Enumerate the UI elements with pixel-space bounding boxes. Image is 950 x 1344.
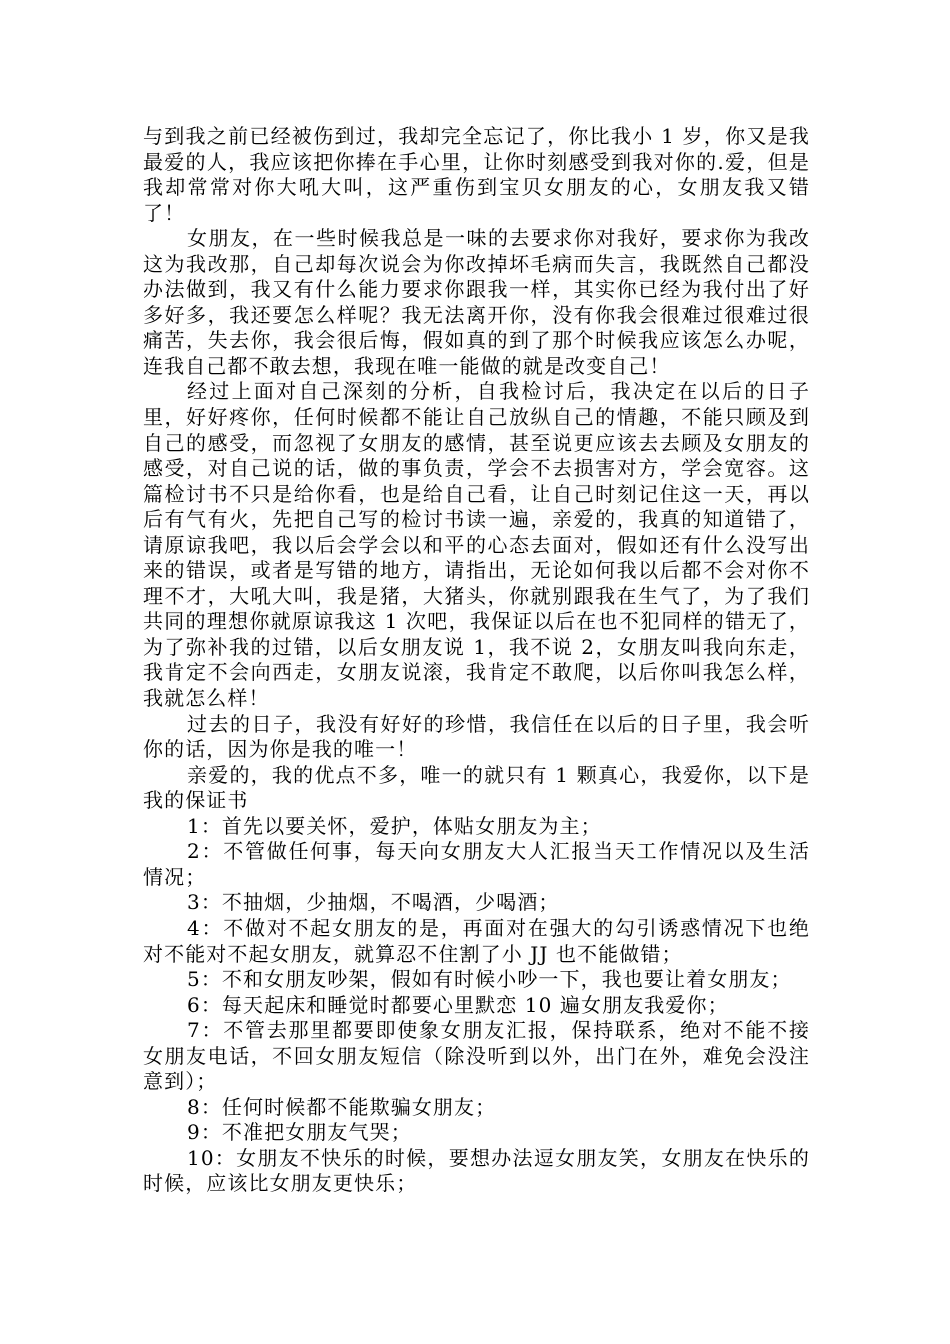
paragraph-4: 过去的日子，我没有好好的珍惜，我信任在以后的日子里，我会听你的话，因为你是我的唯一！ bbox=[143, 711, 810, 762]
pledge-item-2: 2：不管做任何事，每天向女朋友大人汇报当天工作情况以及生活情况； bbox=[143, 839, 810, 889]
paragraph-5: 亲爱的，我的优点不多，唯一的就只有 1 颗真心，我爱你，以下是我的保证书 bbox=[143, 762, 810, 813]
paragraph-2: 女朋友，在一些时候我总是一味的去要求你对我好，要求你为我改这为我改那，自己却每次说会为你改掉坏毛病而失言，我既然自己都没办法做到，我又有什么能力要求你跟我一样，其实你已经为我付出了好多好多，我还要怎么样呢？我无法离开你，没有你我会很难过很难过很痛苦，失去你，我会很后悔，假如真的到了那个时候我应该怎么办呢，连我自己都不敢去想，我现在唯一能做的就是改变自己！ bbox=[143, 226, 810, 378]
paragraph-3: 经过上面对自己深刻的分析，自我检讨后，我决定在以后的日子里，好好疼你，任何时候都不能让自己放纵自己的情趣，不能只顾及到自己的感受，而忽视了女朋友的感情，甚至说更应该去去顾及女朋友的感受，对自己说的话，做的事负责，学会不去损害对方，学会宽容。这篇检讨书不只是给你看，也是给自己看，让自己时刻记住这一天，再以后有气有火，先把自己写的检讨书读一遍，亲爱的，我真的知道错了，请原谅我吧，我以后会学会以和平的心态去面对，假如还有什么没写出来的错误，或者是写错的地方，请指出，无论如何我以后都不会对你不理不才，大吼大叫，我是猪，大猪头，你就别跟我在生气了，为了我们共同的理想你就原谅我这 1 次吧，我保证以后在也不犯同样的错无了，为了弥补我的过错，以后女朋友说 1，我不说 2，女朋友叫我向东走，我肯定不会向西走，女朋友说滚，我肯定不敢爬，以后你叫我怎么样，我就怎么样！ bbox=[143, 379, 810, 711]
pledge-item-1: 1：首先以要关怀，爱护，体贴女朋友为主； bbox=[187, 813, 602, 838]
pledge-item-4: 4：不做对不起女朋友的是，再面对在强大的勾引诱惑情况下也绝对不能对不起女朋友，就算忍不住割了小 JJ 也不能做错； bbox=[143, 915, 810, 966]
pledge-item-8: 8：任何时候都不能欺骗女朋友； bbox=[187, 1094, 497, 1119]
pledge-item-9: 9：不准把女朋友气哭； bbox=[187, 1120, 412, 1145]
pledge-item-10: 10：女朋友不快乐的时候，要想办法逗女朋友笑，女朋友在快乐的时候，应该比女朋友更快乐； bbox=[143, 1145, 810, 1196]
pledge-item-3: 3：不抽烟，少抽烟，不喝酒，少喝酒； bbox=[187, 890, 560, 915]
pledge-item-7: 7：不管去那里都要即使象女朋友汇报，保持联系，绝对不能不接女朋友电话，不回女朋友短信（除没听到以外，出门在外，难免会没注意到）； bbox=[143, 1018, 810, 1094]
pledge-item-6: 6：每天起床和睡觉时都要心里默恋 10 遍女朋友我爱你； bbox=[187, 992, 729, 1017]
pledge-item-5: 5：不和女朋友吵架，假如有时候小吵一下，我也要让着女朋友； bbox=[187, 967, 792, 992]
document-page bbox=[143, 124, 810, 1197]
paragraph-1: 与到我之前已经被伤到过，我却完全忘记了，你比我小 1 岁，你又是我最爱的人，我应该把你捧在手心里，让你时刻感受到我对你的.爱，但是我却常常对你大吼大叫，这严重伤到宝贝女朋友的心，女朋友我又错了！ bbox=[143, 124, 810, 225]
